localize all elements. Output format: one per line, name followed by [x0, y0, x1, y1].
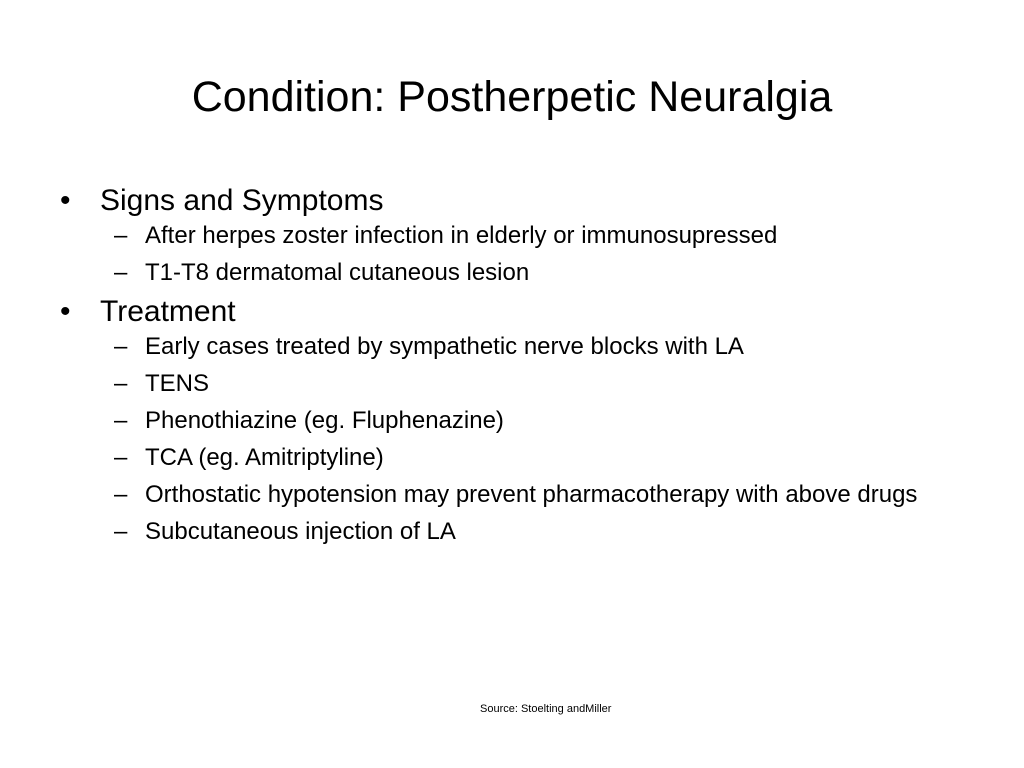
- section-treatment: [60, 291, 940, 546]
- bullet-list: [60, 180, 940, 550]
- section-heading: Treatment: [100, 295, 236, 328]
- list-item: [100, 518, 940, 546]
- list-item: [100, 222, 940, 250]
- section-signs-and-symptoms: [60, 180, 940, 287]
- list-item: [100, 481, 940, 509]
- list-item: [100, 444, 940, 472]
- list-item: [100, 370, 940, 398]
- list-item-text: Orthostatic hypotension may prevent pharmacotherapy with above drugs: [145, 481, 918, 508]
- bullet-icon: •: [60, 295, 71, 328]
- list-item-text: After herpes zoster infection in elderly or immunosupressed: [145, 222, 778, 249]
- dash-icon: –: [114, 444, 128, 471]
- list-item-text: TCA (eg. Amitriptyline): [145, 444, 384, 471]
- list-item: [100, 259, 940, 287]
- slide-title: Condition: Postherpetic Neuralgia: [191, 73, 833, 121]
- dash-icon: –: [114, 481, 128, 508]
- dash-icon: –: [114, 222, 128, 249]
- sub-list: [100, 222, 940, 287]
- bullet-icon: •: [60, 184, 71, 217]
- list-item-text: Subcutaneous injection of LA: [145, 518, 456, 545]
- section-heading: Signs and Symptoms: [100, 184, 384, 217]
- dash-icon: –: [114, 333, 128, 360]
- list-item-text: T1-T8 dermatomal cutaneous lesion: [145, 259, 530, 286]
- dash-icon: –: [114, 259, 128, 286]
- list-item-text: Early cases treated by sympathetic nerve blocks with LA: [145, 333, 744, 360]
- list-item: [100, 407, 940, 435]
- dash-icon: –: [114, 518, 128, 545]
- dash-icon: –: [114, 407, 128, 434]
- list-item-text: Phenothiazine (eg. Fluphenazine): [145, 407, 504, 434]
- dash-icon: –: [114, 370, 128, 397]
- list-item-text: TENS: [145, 370, 210, 397]
- sub-list: [100, 333, 940, 546]
- source-citation: Source: Stoelting andMiller: [480, 703, 612, 715]
- list-item: [100, 333, 940, 361]
